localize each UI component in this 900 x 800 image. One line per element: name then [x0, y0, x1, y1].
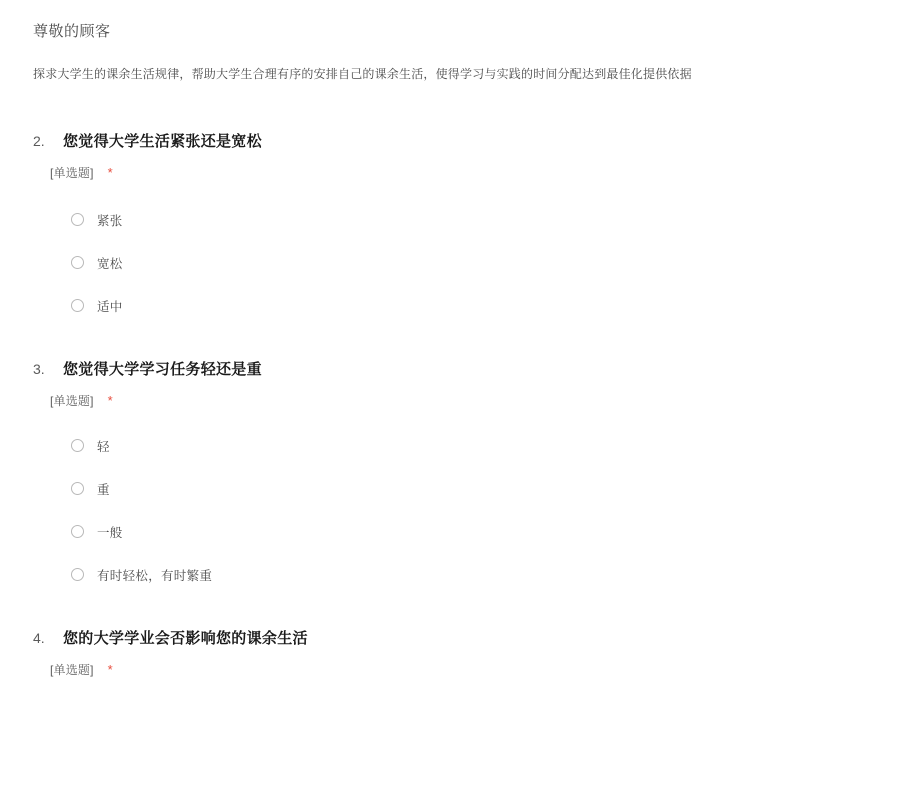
radio-option[interactable] — [71, 478, 870, 499]
required-asterisk: * — [107, 393, 113, 408]
question-type-label: [单选题] — [50, 394, 94, 408]
option-label: 轻 — [97, 439, 110, 454]
radio-option[interactable] — [71, 209, 870, 230]
question-title-row — [33, 358, 870, 381]
radio-option[interactable] — [71, 252, 870, 273]
radio-button-icon[interactable] — [71, 299, 84, 312]
question-meta-row — [33, 164, 870, 181]
option-label: 一般 — [97, 525, 123, 540]
radio-button-icon[interactable] — [71, 568, 84, 581]
question-type-label: [单选题] — [50, 166, 94, 180]
question-title: 您觉得大学生活紧张还是宽松 — [63, 133, 262, 150]
survey-header — [33, 18, 870, 84]
question-type-label: [单选题] — [50, 663, 94, 677]
radio-button-icon[interactable] — [71, 525, 84, 538]
survey-intro-text: 探求大学生的课余生活规律，帮助大学生合理有序的安排自己的课余生活，使得学习与实践的时间分配达到最佳化提供依据 — [33, 67, 692, 81]
radio-button-icon[interactable] — [71, 256, 84, 269]
question-block-2 — [33, 130, 870, 316]
option-label: 适中 — [97, 299, 123, 314]
question-title-row — [33, 130, 870, 153]
question-list — [33, 130, 870, 678]
question-index: 4. — [33, 630, 45, 646]
option-label: 重 — [97, 482, 110, 497]
question-meta-row — [33, 392, 870, 409]
question-block-4 — [33, 627, 870, 678]
option-group-2 — [33, 209, 870, 316]
radio-option[interactable] — [71, 521, 870, 542]
question-block-3 — [33, 358, 870, 585]
option-label: 紧张 — [97, 213, 123, 228]
question-index: 2. — [33, 133, 45, 149]
question-title-row — [33, 627, 870, 650]
question-title: 您的大学学业会否影响您的课余生活 — [63, 630, 308, 647]
required-asterisk: * — [107, 662, 113, 677]
question-index: 3. — [33, 361, 45, 377]
required-asterisk: * — [107, 165, 113, 180]
radio-option[interactable] — [71, 564, 870, 585]
question-meta-row — [33, 661, 870, 678]
radio-button-icon[interactable] — [71, 439, 84, 452]
question-title: 您觉得大学学习任务轻还是重 — [63, 361, 262, 378]
radio-button-icon[interactable] — [71, 482, 84, 495]
radio-option[interactable] — [71, 435, 870, 456]
option-label: 宽松 — [97, 256, 123, 271]
salutation-text: 尊敬的顾客 — [33, 23, 111, 40]
option-group-3 — [33, 435, 870, 585]
option-label: 有时轻松，有时繁重 — [97, 568, 213, 583]
radio-option[interactable] — [71, 295, 870, 316]
radio-button-icon[interactable] — [71, 213, 84, 226]
